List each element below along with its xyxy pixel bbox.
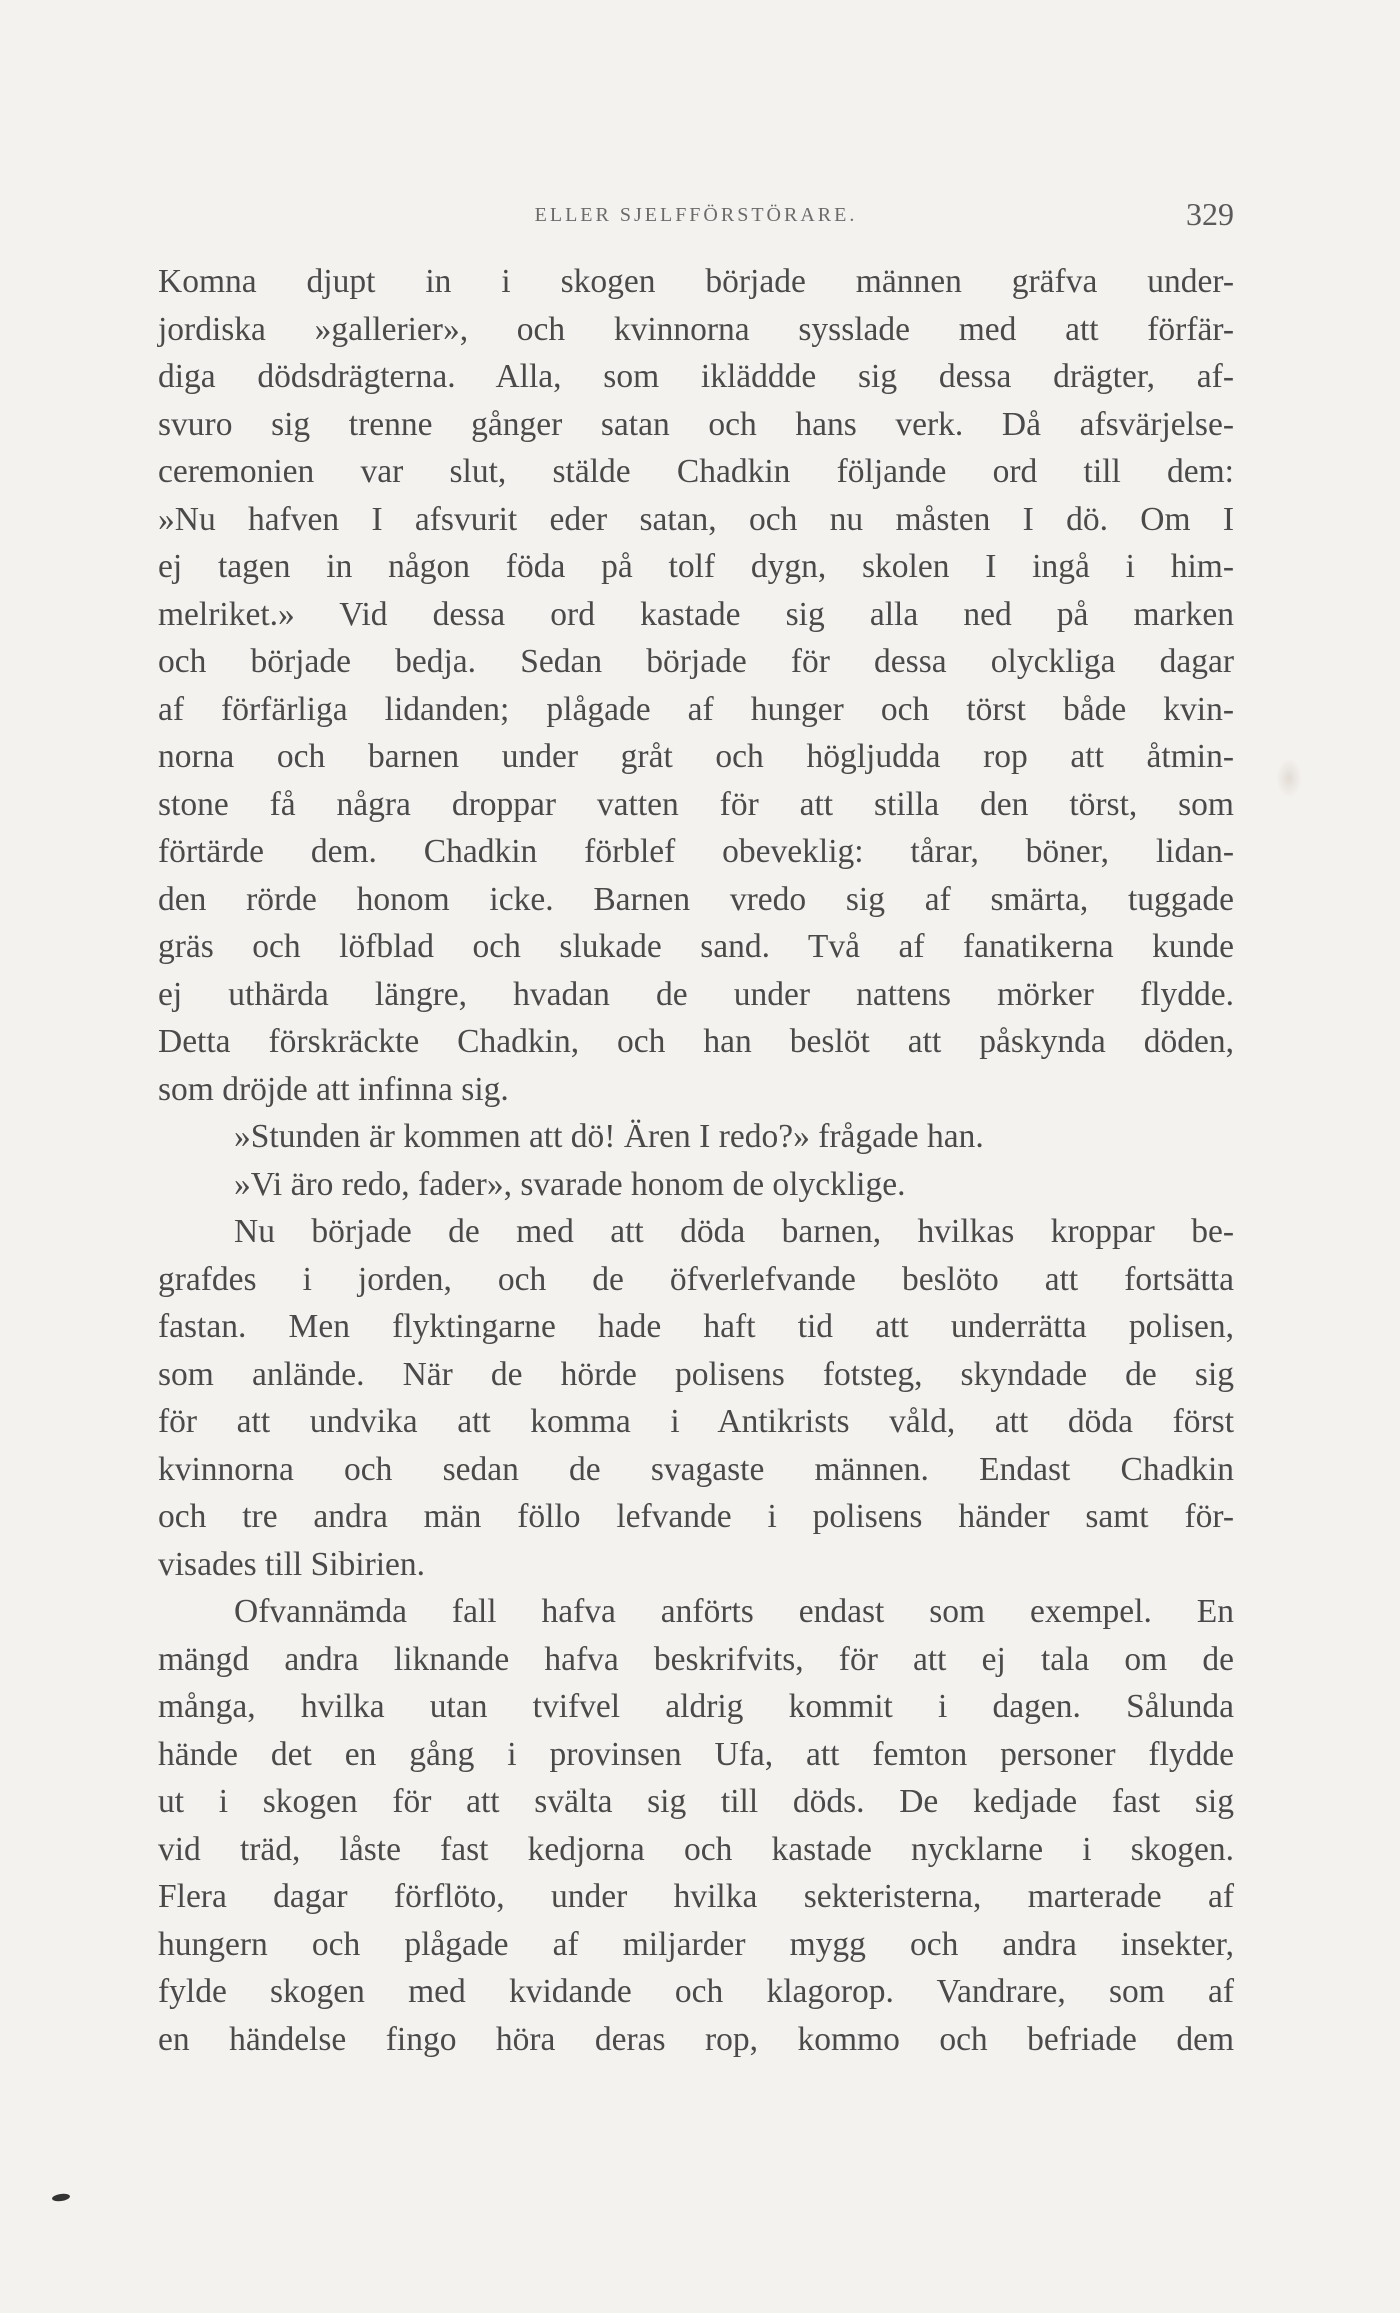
text-line: norna och barnen under gråt och högljudda rop att åtmin-: [158, 738, 1234, 775]
text-line: Ofvannämda fall hafva anförts endast som exempel. En: [234, 1593, 1234, 1630]
text-line: diga dödsdrägterna. Alla, som ikläddde sig dessa drägter, af-: [158, 358, 1234, 395]
body-text: [158, 258, 1234, 2063]
text-line: gräs och löfblad och slukade sand. Två af fanatikerna kunde: [158, 928, 1234, 965]
text-line: hände det en gång i provinsen Ufa, att femton personer flydde: [158, 1735, 1234, 1773]
text-line: som dröjde att infinna sig.: [158, 1070, 509, 1108]
text-line: mängd andra liknande hafva beskrifvits, för att ej tala om de: [158, 1640, 1234, 1678]
text-line: vid träd, låste fast kedjorna och kastade nycklarne i skogen.: [158, 1830, 1234, 1868]
page-number: 329: [1186, 196, 1234, 232]
text-line: ej uthärda längre, hvadan de under nattens mörker flydde.: [158, 975, 1234, 1013]
text-line: den rörde honom icke. Barnen vredo sig af smärta, tuggade: [158, 880, 1234, 918]
running-title: ELLER SJELFFÖRSTÖRARE.: [534, 204, 858, 226]
text-line: många, hvilka utan tvifvel aldrig kommit i dagen. Sålunda: [158, 1688, 1234, 1725]
text-line: »Stunden är kommen att dö! Ären I redo?» frågade han.: [234, 1118, 984, 1155]
text-line: och började bedja. Sedan började för dessa olyckliga dagar: [158, 643, 1234, 680]
text-line: Komna djupt in i skogen började männen gräfva under-: [158, 263, 1234, 300]
text-line: Detta förskräckte Chadkin, och han beslöt att påskynda döden,: [158, 1023, 1234, 1060]
text-line: fylde skogen med kvidande och klagorop. Vandrare, som af: [158, 1973, 1234, 2010]
text-line: som anlände. När de hörde polisens fotsteg, skyndade de sig: [158, 1355, 1234, 1393]
text-line: visades till Sibirien.: [158, 1545, 426, 1583]
text-line: förtärde dem. Chadkin förblef obeveklig: tårar, böner, lidan-: [158, 833, 1234, 870]
text-line: och tre andra män föllo lefvande i polisens händer samt för-: [158, 1498, 1234, 1535]
text-line: »Nu hafven I afsvurit eder satan, och nu måsten I dö. Om I: [158, 500, 1234, 538]
text-line: fastan. Men flyktingarne hade haft tid att underrätta polisen,: [158, 1308, 1234, 1345]
text-line: jordiska »gallerier», och kvinnorna sysslade med att förfär-: [158, 310, 1234, 348]
text-line: »Vi äro redo, fader», svarade honom de olycklige.: [234, 1165, 906, 1203]
ink-mark: [52, 2193, 71, 2202]
text-line: svuro sig trenne gånger satan och hans verk. Då afsvärjelse-: [158, 405, 1234, 443]
text-line: en händelse fingo höra deras rop, kommo och befriade dem: [158, 2020, 1234, 2058]
text-line: Nu började de med att döda barnen, hvilkas kroppar be-: [234, 1213, 1234, 1250]
text-line: för att undvika att komma i Antikrists våld, att döda först: [158, 1403, 1234, 1440]
text-line: hungern och plågade af miljarder mygg och andra insekter,: [158, 1925, 1234, 1963]
text-line: Flera dagar förflöto, under hvilka sekteristerna, marterade af: [158, 1878, 1234, 1915]
text-line: af förfärliga lidanden; plågade af hunger och törst både kvin-: [158, 690, 1234, 728]
text-line: kvinnorna och sedan de svagaste männen. Endast Chadkin: [158, 1450, 1234, 1488]
text-line: ut i skogen för att svälta sig till döds. De kedjade fast sig: [158, 1783, 1234, 1820]
text-line: ej tagen in någon föda på tolf dygn, skolen I ingå i him-: [158, 548, 1234, 585]
text-line: melriket.» Vid dessa ord kastade sig alla ned på marken: [158, 595, 1234, 633]
text-line: ceremonien var slut, stälde Chadkin följande ord till dem:: [158, 453, 1234, 490]
text-line: stone få några droppar vatten för att stilla den törst, som: [158, 785, 1234, 823]
paper-smudge: [1276, 758, 1302, 798]
text-line: grafdes i jorden, och de öfverlefvande beslöto att fortsätta: [158, 1260, 1234, 1298]
running-header: [158, 196, 1234, 236]
